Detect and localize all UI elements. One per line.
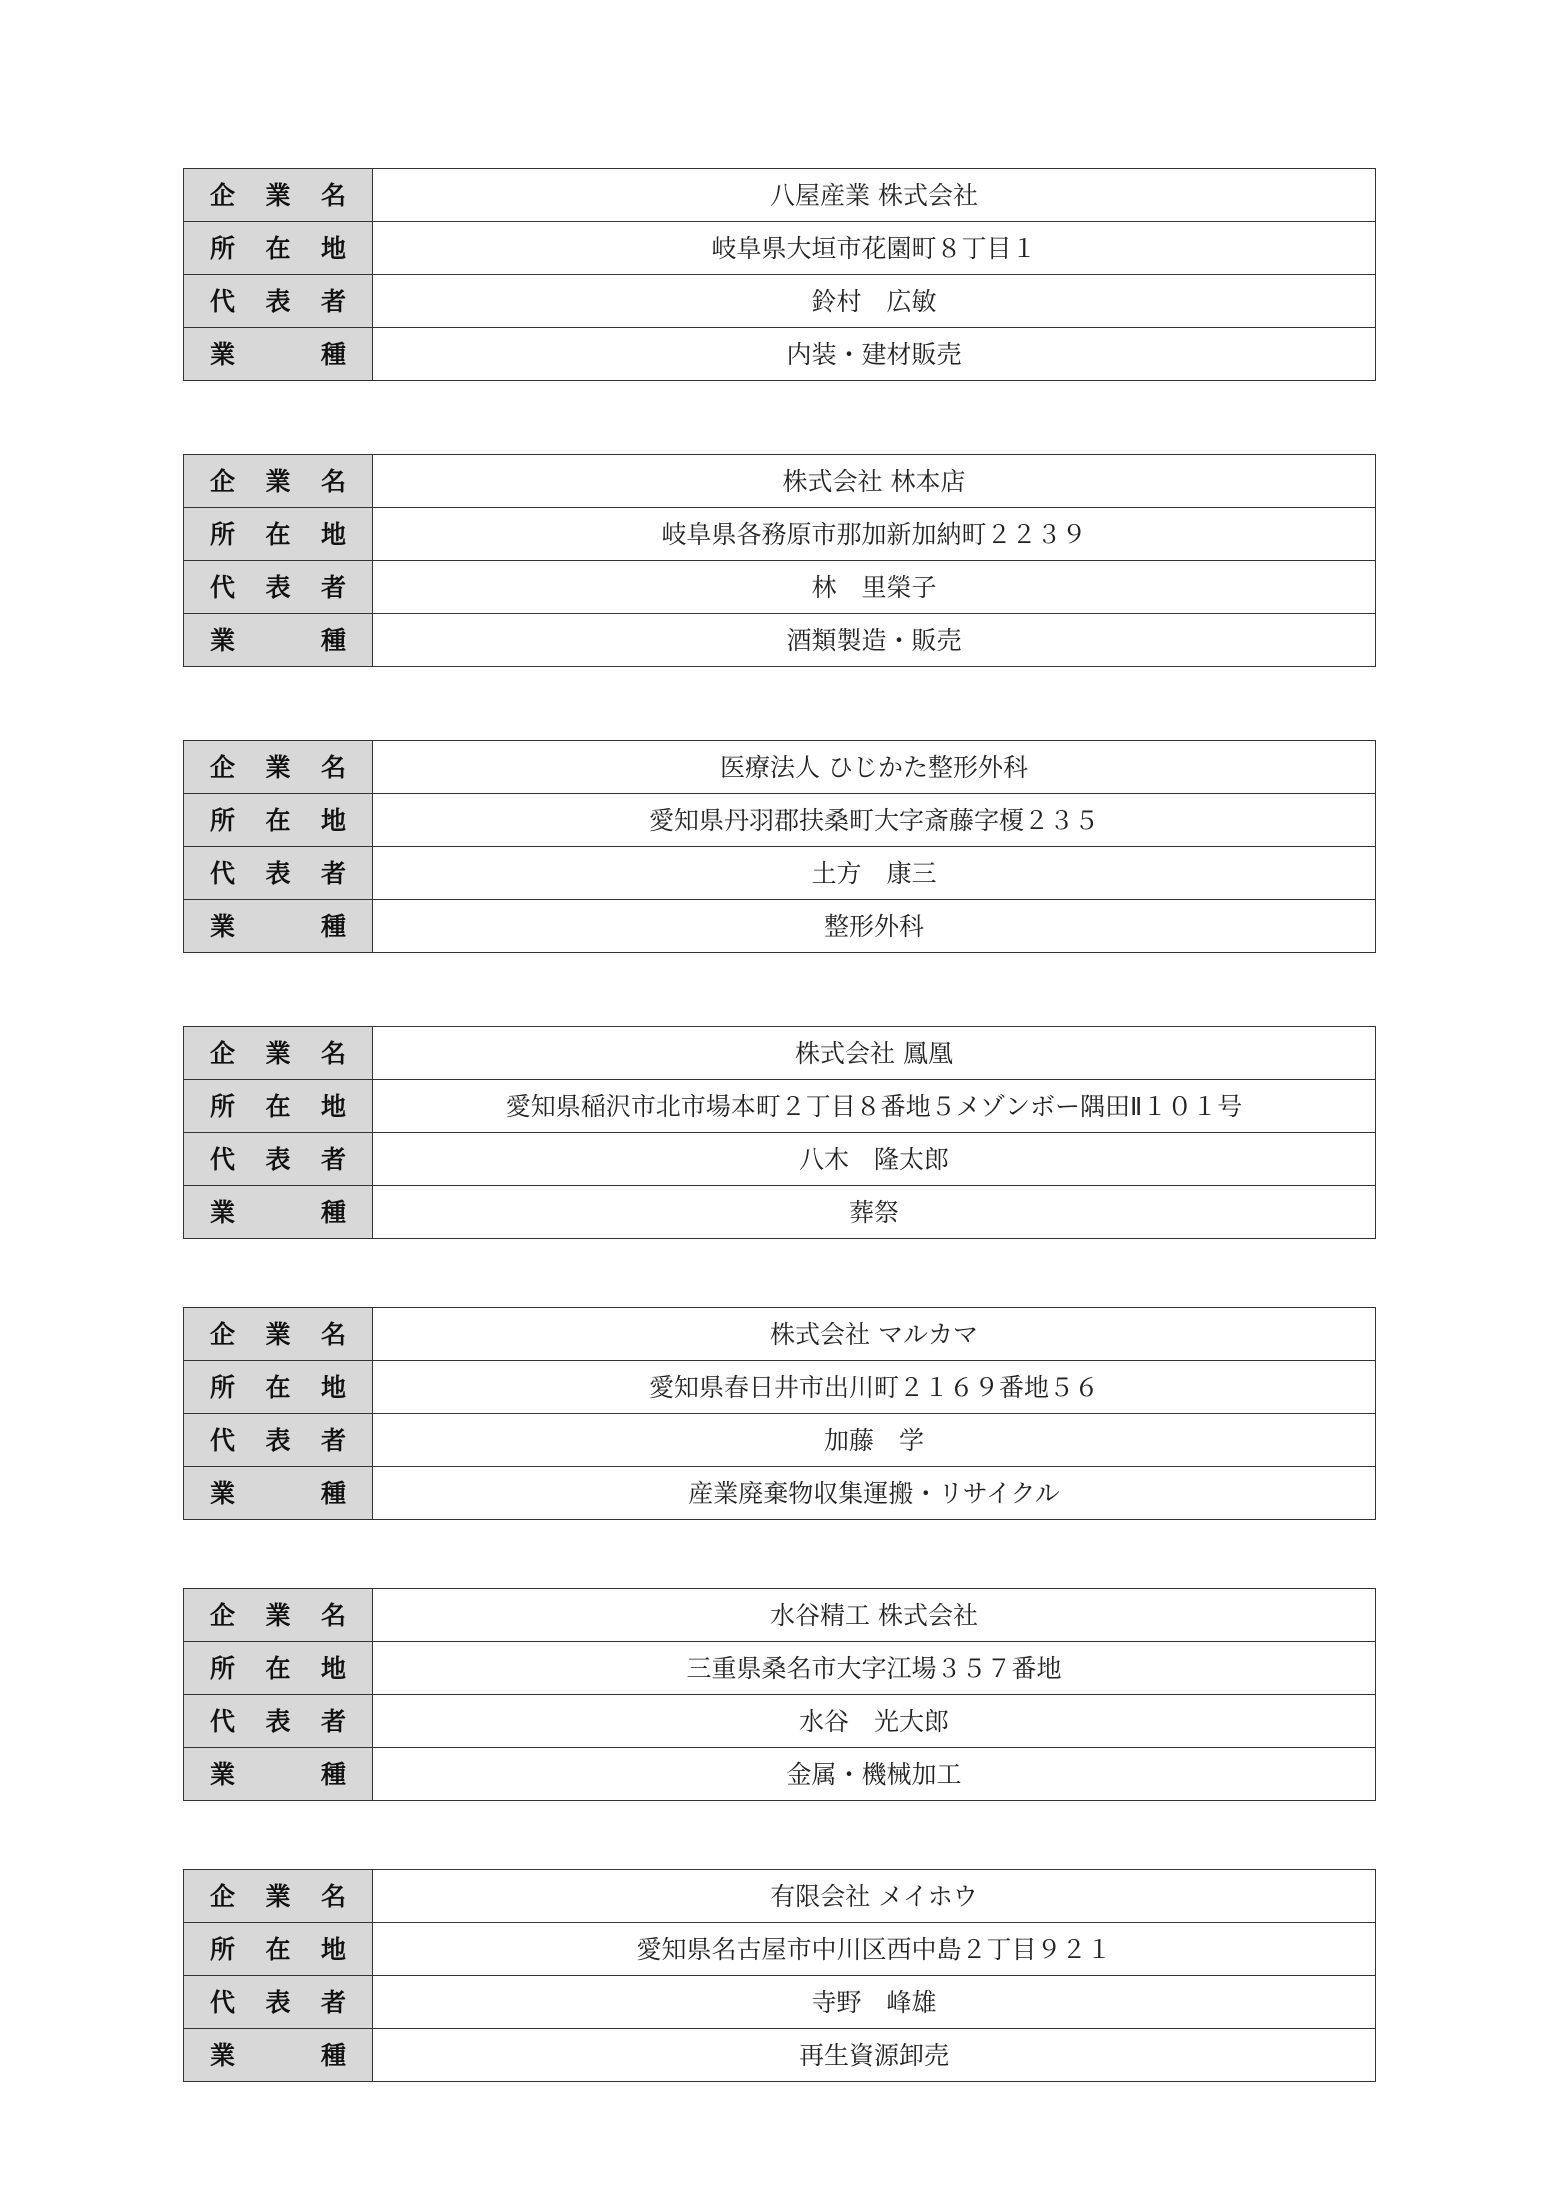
- representative-row: [184, 847, 1376, 900]
- company-table: [183, 1307, 1376, 1520]
- label-char: 代: [210, 572, 236, 602]
- industry-row: [184, 1467, 1376, 1520]
- label-char: 代: [210, 858, 236, 888]
- company-name-value: 水谷精工 株式会社: [373, 1589, 1376, 1642]
- label-char: 名: [320, 1038, 346, 1068]
- industry-value: 産業廃棄物収集運搬・リサイクル: [373, 1467, 1376, 1520]
- company-name-row: [184, 455, 1376, 508]
- address-label: [184, 222, 373, 275]
- representative-row: [184, 1695, 1376, 1748]
- address-label: [184, 794, 373, 847]
- label-char: 者: [320, 286, 346, 316]
- representative-label: [184, 1133, 373, 1186]
- label-char: 地: [320, 1372, 346, 1402]
- company-name-row: [184, 1589, 1376, 1642]
- industry-row: [184, 1186, 1376, 1239]
- label-char: 企: [210, 752, 236, 782]
- company-name-label: [184, 1589, 373, 1642]
- industry-value: 金属・機械加工: [373, 1748, 1376, 1801]
- representative-label: [184, 1414, 373, 1467]
- address-value: 愛知県名古屋市中川区西中島２丁目９２１: [373, 1923, 1376, 1976]
- label-char: 者: [320, 858, 346, 888]
- label-char: 所: [210, 1653, 236, 1683]
- industry-row: [184, 2029, 1376, 2082]
- label-char: 者: [320, 1425, 346, 1455]
- company-name-row: [184, 1027, 1376, 1080]
- industry-value: 葬祭: [373, 1186, 1376, 1239]
- label-char: 名: [320, 1319, 346, 1349]
- representative-label: [184, 1976, 373, 2029]
- industry-value: 内装・建材販売: [373, 328, 1376, 381]
- representative-value: 加藤 学: [373, 1414, 1376, 1467]
- address-value: 岐阜県大垣市花園町８丁目１: [373, 222, 1376, 275]
- industry-label: [184, 328, 373, 381]
- company-name-value: 株式会社 鳳凰: [373, 1027, 1376, 1080]
- representative-value: 寺野 峰雄: [373, 1976, 1376, 2029]
- representative-value: 八木 隆太郎: [373, 1133, 1376, 1186]
- address-value: 三重県桑名市大字江場３５７番地: [373, 1642, 1376, 1695]
- label-char: 名: [320, 1881, 346, 1911]
- address-value: 愛知県春日井市出川町２１６９番地５６: [373, 1361, 1376, 1414]
- label-char: 企: [210, 1319, 236, 1349]
- address-row: [184, 222, 1376, 275]
- representative-label: [184, 1695, 373, 1748]
- label-char: 業: [265, 752, 291, 782]
- label-char: 業: [210, 2040, 236, 2070]
- company-name-value: 医療法人 ひじかた整形外科: [373, 741, 1376, 794]
- industry-label: [184, 2029, 373, 2082]
- label-char: 名: [320, 1600, 346, 1630]
- label-char: 表: [265, 1987, 291, 2017]
- label-char: 表: [265, 1144, 291, 1174]
- company-table: [183, 1026, 1376, 1239]
- label-char: 種: [320, 1478, 346, 1508]
- representative-row: [184, 1414, 1376, 1467]
- label-char: 業: [210, 911, 236, 941]
- label-char: 表: [265, 1706, 291, 1736]
- company-table: [183, 1588, 1376, 1801]
- label-char: 地: [320, 1934, 346, 1964]
- label-char: 種: [320, 911, 346, 941]
- company-table: [183, 168, 1376, 381]
- company-name-row: [184, 1308, 1376, 1361]
- address-row: [184, 1923, 1376, 1976]
- address-row: [184, 1080, 1376, 1133]
- label-char: 企: [210, 466, 236, 496]
- industry-label: [184, 1467, 373, 1520]
- industry-value: 酒類製造・販売: [373, 614, 1376, 667]
- label-char: 種: [320, 339, 346, 369]
- representative-label: [184, 275, 373, 328]
- label-char: 者: [320, 1706, 346, 1736]
- representative-value: 林 里榮子: [373, 561, 1376, 614]
- label-char: 企: [210, 1600, 236, 1630]
- label-char: 代: [210, 1144, 236, 1174]
- address-value: 岐阜県各務原市那加新加納町２２３９: [373, 508, 1376, 561]
- label-char: 所: [210, 805, 236, 835]
- company-name-row: [184, 741, 1376, 794]
- label-char: 業: [265, 1600, 291, 1630]
- representative-value: 水谷 光大郎: [373, 1695, 1376, 1748]
- label-char: 表: [265, 572, 291, 602]
- representative-row: [184, 1133, 1376, 1186]
- label-char: 業: [265, 1038, 291, 1068]
- company-name-row: [184, 169, 1376, 222]
- label-char: 企: [210, 180, 236, 210]
- company-name-row: [184, 1870, 1376, 1923]
- label-char: 業: [265, 1881, 291, 1911]
- label-char: 地: [320, 519, 346, 549]
- label-char: 名: [320, 466, 346, 496]
- industry-row: [184, 900, 1376, 953]
- industry-value: 整形外科: [373, 900, 1376, 953]
- label-char: 者: [320, 1144, 346, 1174]
- industry-row: [184, 614, 1376, 667]
- address-row: [184, 508, 1376, 561]
- label-char: 種: [320, 1197, 346, 1227]
- industry-label: [184, 614, 373, 667]
- company-name-value: 有限会社 メイホウ: [373, 1870, 1376, 1923]
- representative-value: 土方 康三: [373, 847, 1376, 900]
- label-char: 業: [210, 339, 236, 369]
- industry-row: [184, 1748, 1376, 1801]
- label-char: 所: [210, 233, 236, 263]
- label-char: 表: [265, 1425, 291, 1455]
- address-label: [184, 508, 373, 561]
- label-char: 者: [320, 1987, 346, 2017]
- label-char: 者: [320, 572, 346, 602]
- label-char: 業: [265, 1319, 291, 1349]
- label-char: 表: [265, 858, 291, 888]
- label-char: 業: [265, 466, 291, 496]
- representative-label: [184, 847, 373, 900]
- label-char: 代: [210, 1987, 236, 2017]
- address-value: 愛知県丹羽郡扶桑町大字斎藤字榎２３５: [373, 794, 1376, 847]
- company-table: [183, 740, 1376, 953]
- company-name-label: [184, 741, 373, 794]
- address-label: [184, 1642, 373, 1695]
- address-row: [184, 1361, 1376, 1414]
- label-char: 所: [210, 1372, 236, 1402]
- representative-label: [184, 561, 373, 614]
- label-char: 代: [210, 286, 236, 316]
- label-char: 業: [210, 1197, 236, 1227]
- label-char: 在: [265, 805, 291, 835]
- label-char: 企: [210, 1881, 236, 1911]
- address-row: [184, 1642, 1376, 1695]
- label-char: 種: [320, 1759, 346, 1789]
- company-name-label: [184, 1870, 373, 1923]
- industry-label: [184, 900, 373, 953]
- label-char: 在: [265, 1934, 291, 1964]
- address-label: [184, 1923, 373, 1976]
- label-char: 業: [210, 625, 236, 655]
- company-table: [183, 1869, 1376, 2082]
- company-table: [183, 454, 1376, 667]
- label-char: 所: [210, 1091, 236, 1121]
- representative-row: [184, 1976, 1376, 2029]
- label-char: 所: [210, 1934, 236, 1964]
- label-char: 名: [320, 752, 346, 782]
- representative-row: [184, 275, 1376, 328]
- company-name-label: [184, 1027, 373, 1080]
- label-char: 業: [265, 180, 291, 210]
- address-label: [184, 1361, 373, 1414]
- label-char: 所: [210, 519, 236, 549]
- label-char: 業: [210, 1478, 236, 1508]
- label-char: 企: [210, 1038, 236, 1068]
- company-name-value: 株式会社 マルカマ: [373, 1308, 1376, 1361]
- label-char: 種: [320, 2040, 346, 2070]
- company-name-value: 株式会社 林本店: [373, 455, 1376, 508]
- representative-row: [184, 561, 1376, 614]
- representative-value: 鈴村 広敏: [373, 275, 1376, 328]
- label-char: 表: [265, 286, 291, 316]
- label-char: 業: [210, 1759, 236, 1789]
- label-char: 在: [265, 1372, 291, 1402]
- address-row: [184, 794, 1376, 847]
- label-char: 地: [320, 1091, 346, 1121]
- industry-label: [184, 1186, 373, 1239]
- label-char: 在: [265, 1091, 291, 1121]
- company-name-label: [184, 169, 373, 222]
- label-char: 在: [265, 1653, 291, 1683]
- label-char: 地: [320, 805, 346, 835]
- label-char: 在: [265, 233, 291, 263]
- industry-row: [184, 328, 1376, 381]
- address-label: [184, 1080, 373, 1133]
- industry-value: 再生資源卸売: [373, 2029, 1376, 2082]
- company-name-value: 八屋産業 株式会社: [373, 169, 1376, 222]
- label-char: 地: [320, 233, 346, 263]
- label-char: 在: [265, 519, 291, 549]
- industry-label: [184, 1748, 373, 1801]
- label-char: 名: [320, 180, 346, 210]
- label-char: 代: [210, 1706, 236, 1736]
- label-char: 地: [320, 1653, 346, 1683]
- company-name-label: [184, 455, 373, 508]
- label-char: 種: [320, 625, 346, 655]
- label-char: 代: [210, 1425, 236, 1455]
- company-name-label: [184, 1308, 373, 1361]
- address-value: 愛知県稲沢市北市場本町２丁目８番地５メゾンボー隅田Ⅱ１０１号: [373, 1080, 1376, 1133]
